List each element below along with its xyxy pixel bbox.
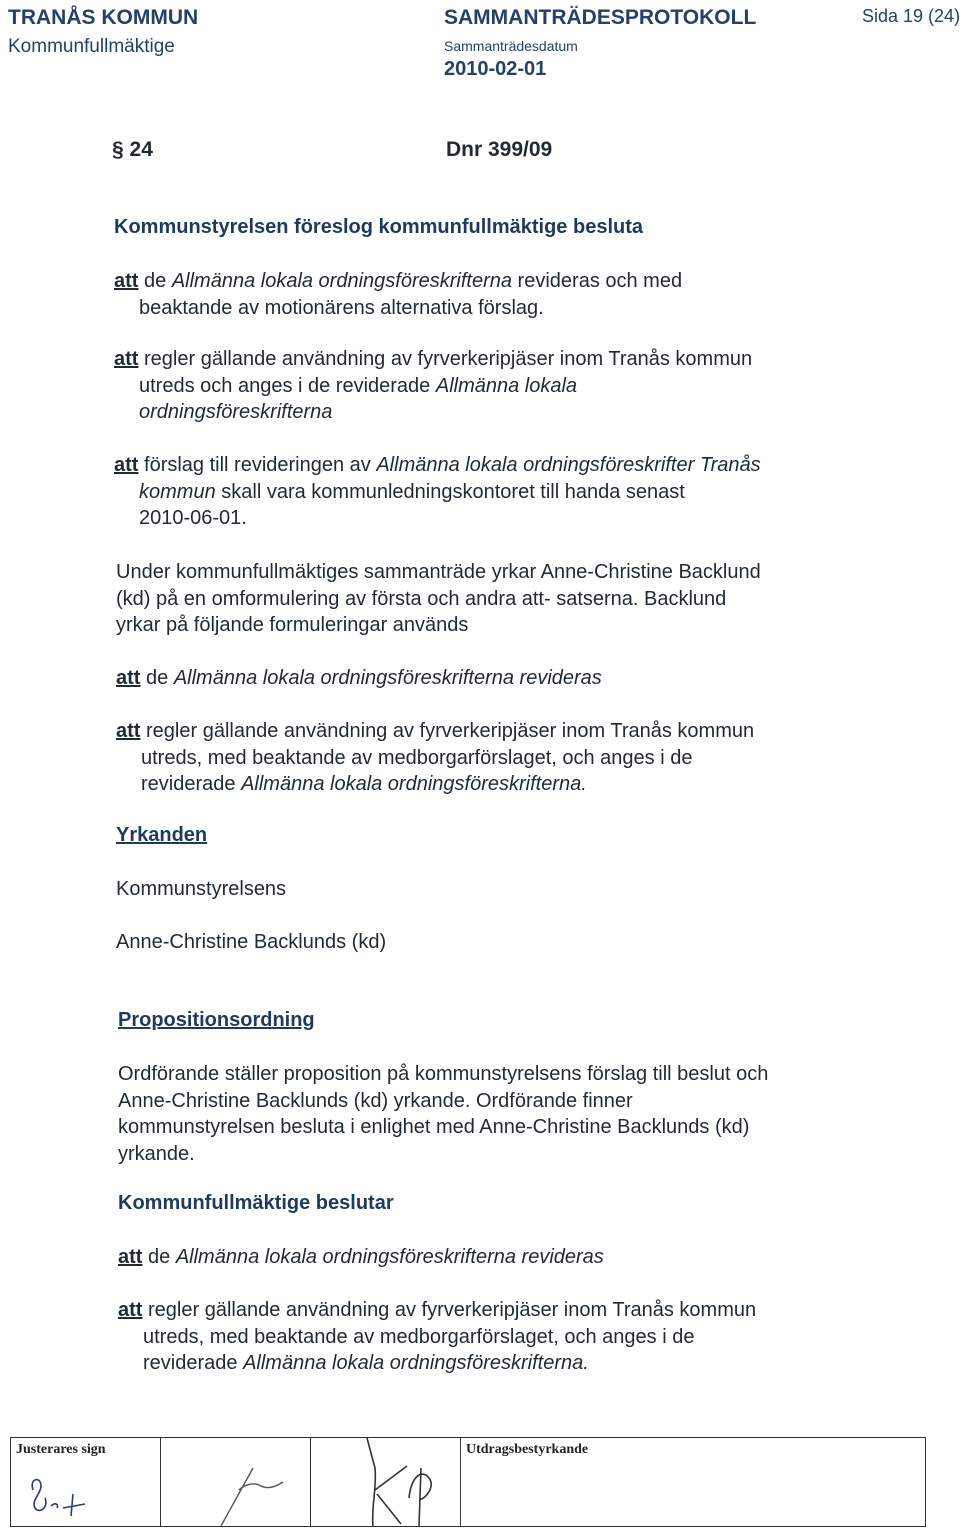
body-name: Kommunfullmäktige [8, 36, 175, 57]
decision-heading: Kommunfullmäktige beslutar [118, 1192, 394, 1214]
att-marker: att [114, 348, 139, 370]
att-marker: att [118, 1299, 143, 1321]
org-name: TRANÅS KOMMUN [8, 6, 199, 29]
att-marker: att [116, 720, 141, 742]
proposal-item-2: att regler gällande användning av fyrverkeripjäser inom Tranås kommun utreds, med beaktande av medborgarförslaget, och anges i de reviderade Allmänna lokala ordningsföreskrifterna. [116, 720, 755, 795]
page-number: Sida 19 (24) [862, 6, 960, 26]
att-marker: att [114, 454, 139, 476]
paragraph-number: § 24 [112, 138, 153, 161]
ks-item-1: att de Allmänna lokala ordningsföreskrifterna revideras och med beaktande av motionärens alternativa förslag. [114, 270, 683, 319]
diary-number: Dnr 399/09 [446, 138, 553, 161]
signature-table [10, 1437, 926, 1527]
ks-heading: Kommunstyrelsen föreslog kommunfullmäktige besluta [114, 216, 643, 238]
yrkanden-heading: Yrkanden [116, 824, 208, 846]
proposition-heading: Propositionsordning [118, 1009, 315, 1031]
signature-cell-2 [161, 1438, 311, 1526]
signature-cell-1 [11, 1438, 161, 1526]
proposal-item-1: att de Allmänna lokala ordningsföreskrifterna revideras [116, 667, 602, 689]
extract-cell [461, 1438, 925, 1526]
signature-kh [311, 1438, 461, 1526]
signature-scribble [161, 1438, 311, 1526]
doc-type: SAMMANTRÄDESPROTOKOLL [444, 6, 757, 29]
extract-label: Utdragsbestyrkande [466, 1442, 589, 1457]
decision-item-1: att de Allmänna lokala ordningsföreskrifterna revideras [118, 1246, 604, 1268]
sign-label: Justerares sign [16, 1442, 106, 1457]
ks-item-3: att förslag till revideringen av Allmänna lokala ordningsföreskrifter Tranås kommun skall vara kommunledningskontoret till handa senast 2010-06-01. [114, 454, 761, 529]
att-marker: att [118, 1246, 143, 1268]
att-marker: att [116, 667, 141, 689]
yrkande-1: Kommunstyrelsens [116, 878, 287, 900]
decision-item-2: att regler gällande användning av fyrverkeripjäser inom Tranås kommun utreds, med beaktande av medborgarförslaget, och anges i de reviderade Allmänna lokala ordningsföreskrifterna. [118, 1299, 757, 1374]
meeting-note: Under kommunfullmäktiges sammanträde yrkar Anne-Christine Backlund (kd) på en omformulering av första och andra att- satserna. Backlund yrkar på följande formuleringar används [116, 561, 761, 636]
date-label: Sammanträdesdatum [444, 38, 578, 54]
signature-cell-3 [311, 1438, 461, 1526]
yrkande-2: Anne-Christine Backlunds (kd) [116, 931, 387, 953]
proposition-text: Ordförande ställer proposition på kommunstyrelsens förslag till beslut och Anne-Christine Backlunds (kd) yrkande. Ordförande finner kommunstyrelsen besluta i enlighet med Anne-Christine Backlunds (kd) yrkande. [118, 1063, 769, 1165]
att-marker: att [114, 270, 139, 292]
signature-initials [11, 1438, 161, 1526]
meeting-date: 2010-02-01 [444, 58, 547, 80]
ks-item-2: att regler gällande användning av fyrverkeripjäser inom Tranås kommun utreds och anges i de reviderade Allmänna lokala ordningsföreskrifterna [114, 348, 753, 423]
